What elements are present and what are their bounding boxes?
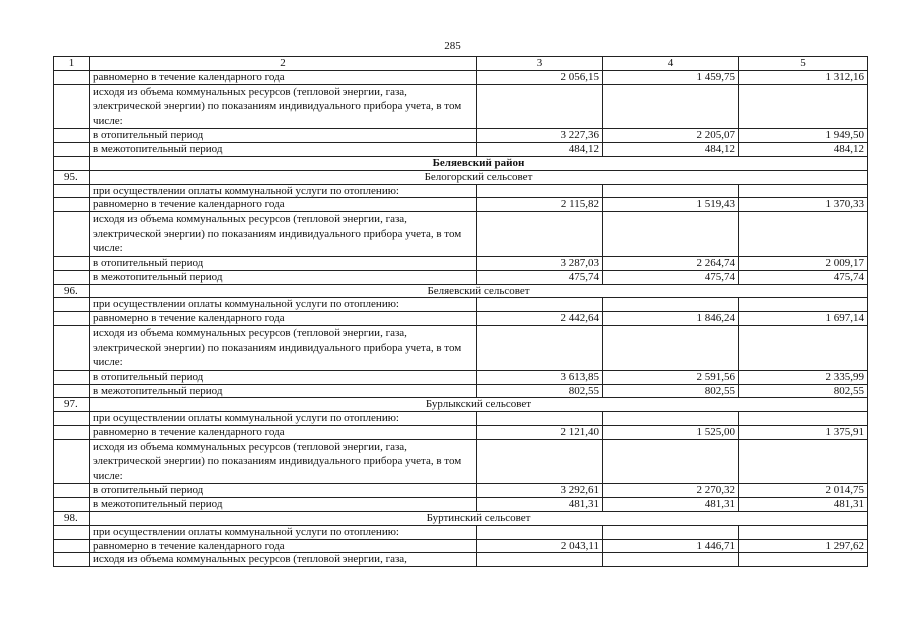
row-label: в отопительный период bbox=[90, 129, 477, 143]
row-label: исходя из объема коммунальных ресурсов (тепловой энергии, газа, электрической энергии) по показаниям индивидуального прибора учета, в том числе: bbox=[90, 325, 477, 370]
section-number: 97. bbox=[54, 398, 90, 412]
value-cell-c4 bbox=[603, 553, 739, 567]
row-label: равномерно в течение календарного года bbox=[90, 70, 477, 84]
row-label: исходя из объема коммунальных ресурсов (тепловой энергии, газа, электрической энергии) по показаниям индивидуального прибора учета, в том числе: bbox=[90, 439, 477, 484]
value-cell-c4 bbox=[603, 84, 739, 129]
column-number-row bbox=[54, 57, 868, 71]
value-cell-c5: 481,31 bbox=[739, 498, 868, 512]
row-label: в отопительный период bbox=[90, 256, 477, 270]
row-label: исходя из объема коммунальных ресурсов (тепловой энергии, газа, электрической энергии) по показаниям индивидуального прибора учета, в том числе: bbox=[90, 212, 477, 257]
table-row bbox=[54, 298, 868, 312]
row-label: исходя из объема коммунальных ресурсов (тепловой энергии, газа, электрической энергии) по показаниям индивидуального прибора учета, в том числе: bbox=[90, 84, 477, 129]
row-number-cell bbox=[54, 270, 90, 284]
value-cell-c4: 1 519,43 bbox=[603, 198, 739, 212]
value-cell-c3 bbox=[477, 184, 603, 198]
district-title: Беляевский район bbox=[90, 156, 868, 170]
table-row bbox=[54, 256, 868, 270]
value-cell-c3: 2 043,11 bbox=[477, 539, 603, 553]
table-row bbox=[54, 184, 868, 198]
row-number-cell bbox=[54, 298, 90, 312]
row-number-cell bbox=[54, 425, 90, 439]
row-number-cell bbox=[54, 412, 90, 426]
table-row bbox=[54, 384, 868, 398]
row-number-cell bbox=[54, 184, 90, 198]
value-cell-c5: 1 312,16 bbox=[739, 70, 868, 84]
row-number-cell bbox=[54, 539, 90, 553]
value-cell-c3 bbox=[477, 298, 603, 312]
row-label: при осуществлении оплаты коммунальной услуги по отоплению: bbox=[90, 525, 477, 539]
value-cell-c5 bbox=[739, 298, 868, 312]
column-header: 1 bbox=[54, 57, 90, 71]
value-cell-c4 bbox=[603, 525, 739, 539]
value-cell-c5: 802,55 bbox=[739, 384, 868, 398]
section-number: 95. bbox=[54, 170, 90, 184]
row-number-cell bbox=[54, 439, 90, 484]
row-number-cell bbox=[54, 256, 90, 270]
value-cell-c3 bbox=[477, 525, 603, 539]
value-cell-c4: 475,74 bbox=[603, 270, 739, 284]
table-row bbox=[54, 484, 868, 498]
value-cell-c5: 484,12 bbox=[739, 143, 868, 157]
value-cell-c5: 2 335,99 bbox=[739, 370, 868, 384]
row-label: равномерно в течение календарного года bbox=[90, 539, 477, 553]
row-label: исходя из объема коммунальных ресурсов (тепловой энергии, газа, bbox=[90, 553, 477, 567]
value-cell-c5 bbox=[739, 325, 868, 370]
column-header: 5 bbox=[739, 57, 868, 71]
value-cell-c5: 1 297,62 bbox=[739, 539, 868, 553]
table-row bbox=[54, 325, 868, 370]
value-cell-c3: 481,31 bbox=[477, 498, 603, 512]
value-cell-c5 bbox=[739, 525, 868, 539]
row-label: при осуществлении оплаты коммунальной услуги по отоплению: bbox=[90, 298, 477, 312]
row-label: при осуществлении оплаты коммунальной услуги по отоплению: bbox=[90, 412, 477, 426]
value-cell-c4 bbox=[603, 184, 739, 198]
row-label: в межотопительный период bbox=[90, 384, 477, 398]
value-cell-c3: 3 292,61 bbox=[477, 484, 603, 498]
table-row bbox=[54, 525, 868, 539]
value-cell-c4: 484,12 bbox=[603, 143, 739, 157]
row-number-cell bbox=[54, 156, 90, 170]
value-cell-c5: 475,74 bbox=[739, 270, 868, 284]
value-cell-c3: 2 056,15 bbox=[477, 70, 603, 84]
value-cell-c3: 802,55 bbox=[477, 384, 603, 398]
value-cell-c4 bbox=[603, 439, 739, 484]
value-cell-c4: 2 591,56 bbox=[603, 370, 739, 384]
value-cell-c4: 1 459,75 bbox=[603, 70, 739, 84]
value-cell-c4 bbox=[603, 325, 739, 370]
value-cell-c3: 484,12 bbox=[477, 143, 603, 157]
section-title: Беляевский сельсовет bbox=[90, 284, 868, 298]
value-cell-c4: 1 525,00 bbox=[603, 425, 739, 439]
value-cell-c5 bbox=[739, 184, 868, 198]
value-cell-c3 bbox=[477, 553, 603, 567]
section-number: 98. bbox=[54, 512, 90, 526]
row-label: в межотопительный период bbox=[90, 498, 477, 512]
row-number-cell bbox=[54, 553, 90, 567]
table-row bbox=[54, 129, 868, 143]
row-number-cell bbox=[54, 325, 90, 370]
value-cell-c4: 802,55 bbox=[603, 384, 739, 398]
row-label: в отопительный период bbox=[90, 370, 477, 384]
section-number: 96. bbox=[54, 284, 90, 298]
tariff-table-body bbox=[54, 57, 868, 567]
value-cell-c5: 2 009,17 bbox=[739, 256, 868, 270]
value-cell-c5 bbox=[739, 553, 868, 567]
value-cell-c3: 2 442,64 bbox=[477, 312, 603, 326]
section-title: Бурлыкский сельсовет bbox=[90, 398, 868, 412]
section-title: Буртинский сельсовет bbox=[90, 512, 868, 526]
value-cell-c5 bbox=[739, 439, 868, 484]
value-cell-c3 bbox=[477, 439, 603, 484]
district-row bbox=[54, 156, 868, 170]
value-cell-c5: 1 697,14 bbox=[739, 312, 868, 326]
table-row bbox=[54, 370, 868, 384]
table-row bbox=[54, 270, 868, 284]
value-cell-c4: 2 205,07 bbox=[603, 129, 739, 143]
value-cell-c4 bbox=[603, 212, 739, 257]
column-header: 4 bbox=[603, 57, 739, 71]
column-header: 3 bbox=[477, 57, 603, 71]
row-label: равномерно в течение календарного года bbox=[90, 198, 477, 212]
value-cell-c3: 2 115,82 bbox=[477, 198, 603, 212]
table-row bbox=[54, 425, 868, 439]
section-row bbox=[54, 512, 868, 526]
row-label: в межотопительный период bbox=[90, 143, 477, 157]
row-label: при осуществлении оплаты коммунальной услуги по отоплению: bbox=[90, 184, 477, 198]
row-label: в межотопительный период bbox=[90, 270, 477, 284]
row-number-cell bbox=[54, 143, 90, 157]
table-row bbox=[54, 498, 868, 512]
value-cell-c4: 1 446,71 bbox=[603, 539, 739, 553]
value-cell-c5: 1 949,50 bbox=[739, 129, 868, 143]
section-title: Белогорский сельсовет bbox=[90, 170, 868, 184]
section-row bbox=[54, 170, 868, 184]
value-cell-c5 bbox=[739, 412, 868, 426]
row-number-cell bbox=[54, 312, 90, 326]
row-number-cell bbox=[54, 129, 90, 143]
value-cell-c5 bbox=[739, 212, 868, 257]
tariff-table bbox=[53, 56, 868, 567]
row-number-cell bbox=[54, 525, 90, 539]
row-number-cell bbox=[54, 84, 90, 129]
table-row bbox=[54, 70, 868, 84]
table-row bbox=[54, 412, 868, 426]
value-cell-c3: 475,74 bbox=[477, 270, 603, 284]
value-cell-c5: 1 375,91 bbox=[739, 425, 868, 439]
table-row bbox=[54, 198, 868, 212]
table-row bbox=[54, 312, 868, 326]
value-cell-c4: 2 264,74 bbox=[603, 256, 739, 270]
row-number-cell bbox=[54, 370, 90, 384]
page-number: 285 bbox=[444, 40, 461, 52]
table-row bbox=[54, 143, 868, 157]
value-cell-c3: 3 227,36 bbox=[477, 129, 603, 143]
value-cell-c3 bbox=[477, 325, 603, 370]
value-cell-c3 bbox=[477, 84, 603, 129]
table-row bbox=[54, 212, 868, 257]
value-cell-c5 bbox=[739, 84, 868, 129]
row-number-cell bbox=[54, 70, 90, 84]
row-number-cell bbox=[54, 198, 90, 212]
column-header: 2 bbox=[90, 57, 477, 71]
table-row bbox=[54, 553, 868, 567]
section-row bbox=[54, 398, 868, 412]
value-cell-c5: 1 370,33 bbox=[739, 198, 868, 212]
value-cell-c4 bbox=[603, 412, 739, 426]
value-cell-c3: 2 121,40 bbox=[477, 425, 603, 439]
table-row bbox=[54, 539, 868, 553]
table-row bbox=[54, 439, 868, 484]
value-cell-c4: 1 846,24 bbox=[603, 312, 739, 326]
value-cell-c5: 2 014,75 bbox=[739, 484, 868, 498]
row-number-cell bbox=[54, 384, 90, 398]
value-cell-c4: 2 270,32 bbox=[603, 484, 739, 498]
value-cell-c3: 3 287,03 bbox=[477, 256, 603, 270]
row-number-cell bbox=[54, 212, 90, 257]
value-cell-c3 bbox=[477, 412, 603, 426]
row-label: равномерно в течение календарного года bbox=[90, 425, 477, 439]
section-row bbox=[54, 284, 868, 298]
row-number-cell bbox=[54, 484, 90, 498]
row-number-cell bbox=[54, 498, 90, 512]
value-cell-c3: 3 613,85 bbox=[477, 370, 603, 384]
row-label: равномерно в течение календарного года bbox=[90, 312, 477, 326]
value-cell-c4: 481,31 bbox=[603, 498, 739, 512]
row-label: в отопительный период bbox=[90, 484, 477, 498]
value-cell-c4 bbox=[603, 298, 739, 312]
value-cell-c3 bbox=[477, 212, 603, 257]
table-row bbox=[54, 84, 868, 129]
